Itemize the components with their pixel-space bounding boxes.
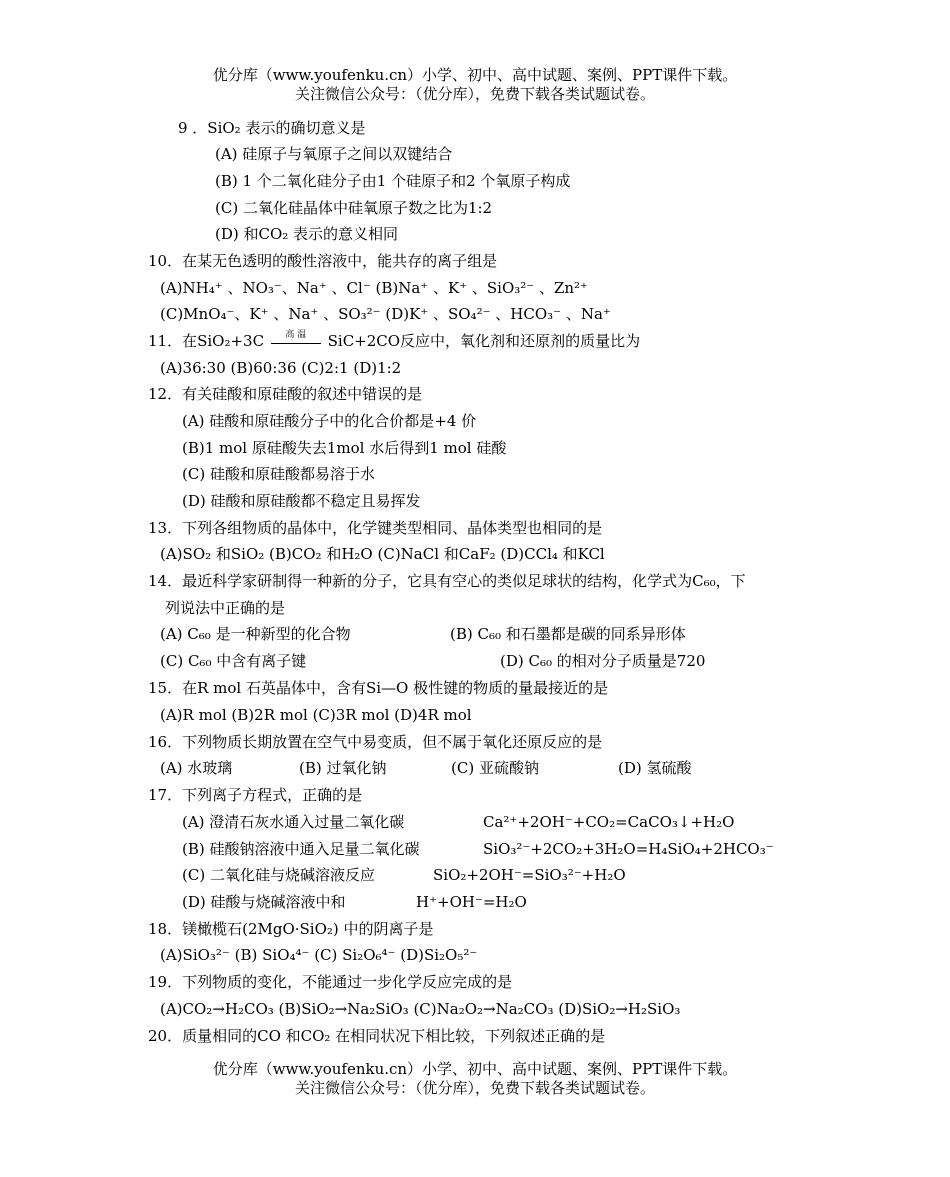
q13-stem: 13．下列各组物质的晶体中，化学键类型相同、晶体类型也相同的是 <box>148 519 603 537</box>
q12-option-d: (D) 硅酸和原硅酸都不稳定且易挥发 <box>182 492 421 510</box>
q17-stem: 17．下列离子方程式，正确的是 <box>148 786 363 804</box>
footer-line-1: 优分库（www.youfenku.cn）小学、初中、高中试题、案例、PPT课件下载。 <box>212 1060 738 1078</box>
q18-stem: 18．镁橄榄石(2MgO·SiO₂) 中的阴离子是 <box>148 920 434 938</box>
q11-stem-part-b: SiC+2CO反应中，氧化剂和还原剂的质量比为 <box>327 332 641 350</box>
reaction-arrow <box>271 330 321 350</box>
q14-option-a: (A) C₆₀ 是一种新型的化合物 <box>160 625 351 643</box>
q14-stem-line-2: 列说法中正确的是 <box>165 599 286 617</box>
q10-options-cd: (C)MnO₄⁻、K⁺ 、Na⁺ 、SO₃²⁻ (D)K⁺ 、SO₄²⁻ 、HCO₃⁻ 、Na⁺ <box>160 305 611 323</box>
q14-stem-line-1: 14．最近科学家研制得一种新的分子，它具有空心的类似足球状的结构，化学式为C₆₀，下 <box>148 572 746 590</box>
q14-option-c: (C) C₆₀ 中含有离子键 <box>160 652 307 670</box>
q11-stem-part-a: 11．在SiO₂+3C <box>148 332 265 350</box>
reaction-line <box>271 343 321 344</box>
q13-options: (A)SO₂ 和SiO₂ (B)CO₂ 和H₂O (C)NaCl 和CaF₂ (D)CCl₄ 和KCl <box>160 545 605 563</box>
q17-option-d-equation: H⁺+OH⁻=H₂O <box>416 893 527 911</box>
q12-option-a: (A) 硅酸和原硅酸分子中的化合价都是+4 价 <box>182 412 477 430</box>
q19-options: (A)CO₂→H₂CO₃ (B)SiO₂→Na₂SiO₃ (C)Na₂O₂→Na₂CO₃ (D)SiO₂→H₂SiO₃ <box>160 1000 681 1018</box>
q14-option-b: (B) C₆₀ 和石墨都是碳的同系异形体 <box>450 625 686 643</box>
q12-option-b: (B)1 mol 原硅酸失去1mol 水后得到1 mol 硅酸 <box>182 439 507 457</box>
q14-option-d: (D) C₆₀ 的相对分子质量是720 <box>500 652 706 670</box>
header-line-1: 优分库（www.youfenku.cn）小学、初中、高中试题、案例、PPT课件下载。 <box>212 66 738 84</box>
q12-stem: 12．有关硅酸和原硅酸的叙述中错误的是 <box>148 385 423 403</box>
q11-stem <box>148 330 640 352</box>
q10-stem: 10．在某无色透明的酸性溶液中，能共存的离子组是 <box>148 252 498 270</box>
q10-options-ab: (A)NH₄⁺ 、NO₃⁻、Na⁺ 、Cl⁻ (B)Na⁺ 、K⁺ 、SiO₃²⁻ 、Zn²⁺ <box>160 279 588 297</box>
q20-stem: 20．质量相同的CO 和CO₂ 在相同状况下相比较，下列叙述正确的是 <box>148 1027 606 1045</box>
q9-option-a: (A) 硅原子与氧原子之间以双键结合 <box>215 145 453 163</box>
q16-option-a: (A) 水玻璃 <box>160 759 233 777</box>
reaction-condition: 高 温 <box>285 330 307 340</box>
q17-option-a: (A) 澄清石灰水通入过量二氧化碳 <box>182 813 405 831</box>
q19-stem: 19．下列物质的变化，不能通过一步化学反应完成的是 <box>148 973 513 991</box>
q9-option-b: (B) 1 个二氧化硅分子由1 个硅原子和2 个氧原子构成 <box>215 172 571 190</box>
q12-option-c: (C) 硅酸和原硅酸都易溶于水 <box>182 465 375 483</box>
page-footer <box>0 1060 950 1098</box>
q11-options: (A)36:30 (B)60:36 (C)2:1 (D)1:2 <box>160 359 402 377</box>
q17-option-b-equation: SiO₃²⁻+2CO₂+3H₂O=H₄SiO₄+2HCO₃⁻ <box>483 840 774 858</box>
page-header <box>0 66 950 104</box>
q16-option-c: (C) 亚硫酸钠 <box>451 759 539 777</box>
q17-option-a-equation: Ca²⁺+2OH⁻+CO₂=CaCO₃↓+H₂O <box>483 813 735 831</box>
q9-option-d: (D) 和CO₂ 表示的意义相同 <box>215 225 399 243</box>
footer-line-2: 关注微信公众号：（优分库），免费下载各类试题试卷。 <box>294 1079 655 1097</box>
header-line-2: 关注微信公众号：（优分库），免费下载各类试题试卷。 <box>294 85 655 103</box>
q17-option-d: (D) 硅酸与烧碱溶液中和 <box>182 893 346 911</box>
q9-stem: 9 ．SiO₂ 表示的确切意义是 <box>178 119 366 137</box>
q16-option-d: (D) 氢硫酸 <box>618 759 692 777</box>
q15-stem: 15．在R mol 石英晶体中，含有Si—O 极性键的物质的量最接近的是 <box>148 679 609 697</box>
q17-option-c-equation: SiO₂+2OH⁻=SiO₃²⁻+H₂O <box>433 866 626 884</box>
q16-option-b: (B) 过氧化钠 <box>299 759 387 777</box>
q17-option-b: (B) 硅酸钠溶液中通入足量二氧化碳 <box>182 840 420 858</box>
q17-option-c: (C) 二氧化硅与烧碱溶液反应 <box>182 866 375 884</box>
q18-options: (A)SiO₃²⁻ (B) SiO₄⁴⁻ (C) Si₂O₆⁴⁻ (D)Si₂O₅²⁻ <box>160 946 478 964</box>
q16-stem: 16．下列物质长期放置在空气中易变质，但不属于氧化还原反应的是 <box>148 733 603 751</box>
q9-option-c: (C) 二氧化硅晶体中硅氧原子数之比为1:2 <box>215 199 493 217</box>
q15-options: (A)R mol (B)2R mol (C)3R mol (D)4R mol <box>160 706 472 724</box>
